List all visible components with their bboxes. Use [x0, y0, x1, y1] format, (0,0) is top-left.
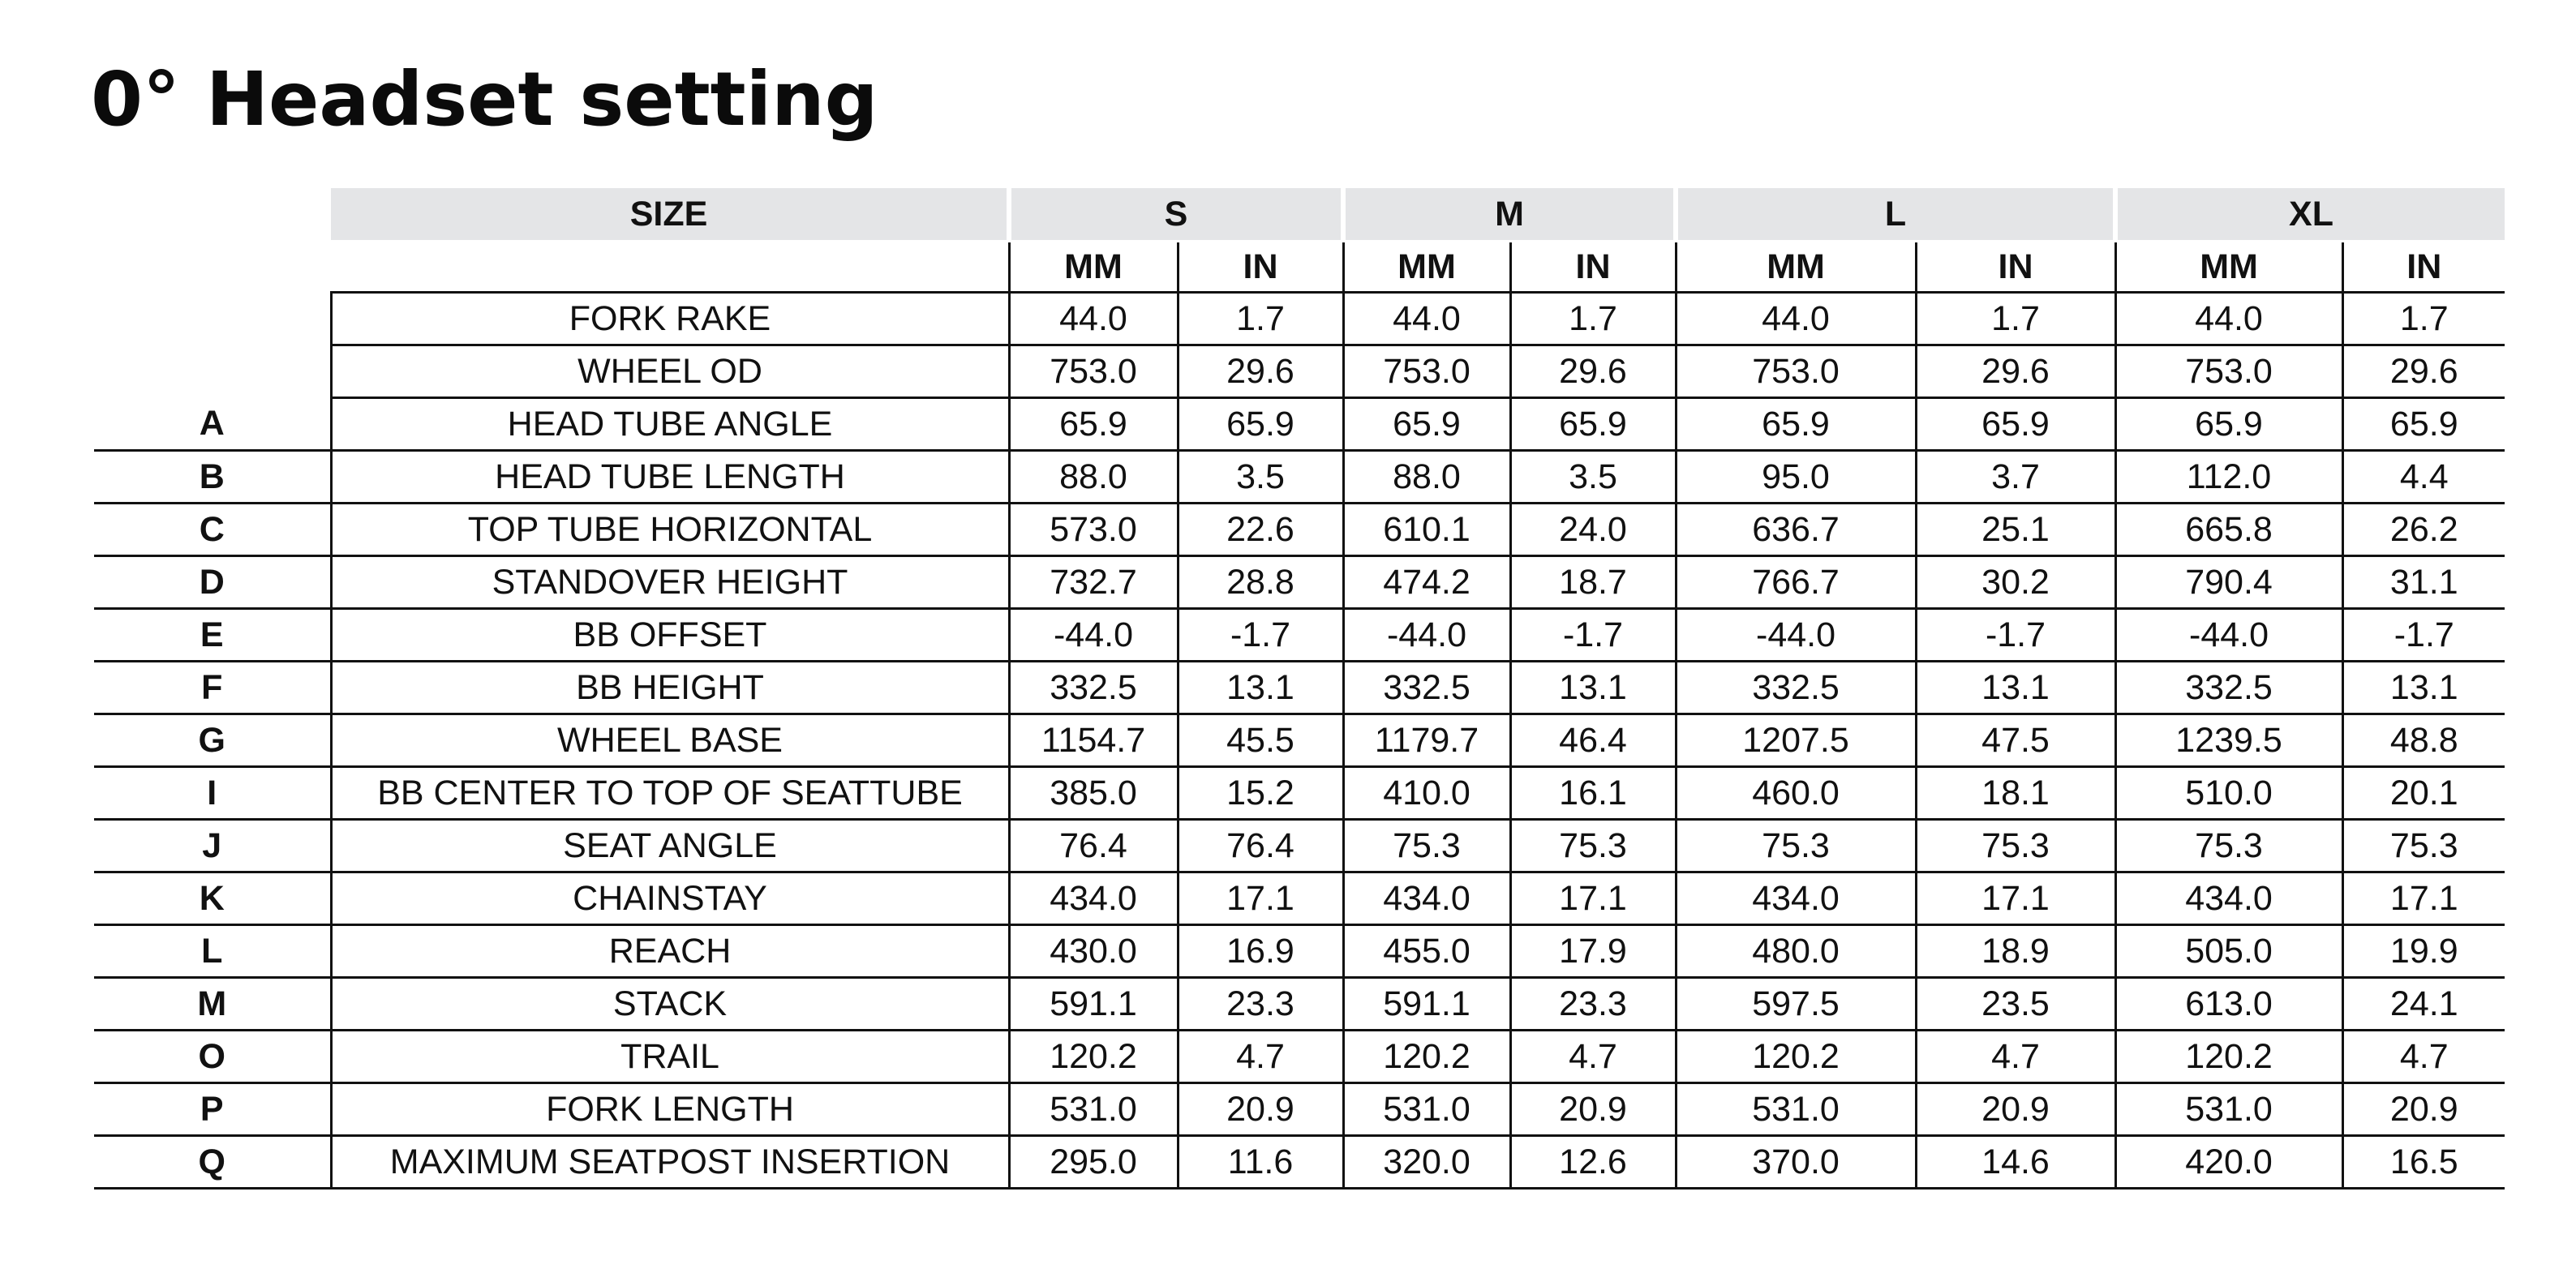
cell-value: 16.5: [2342, 1136, 2505, 1189]
table-row: [94, 451, 2505, 504]
cell-value: 434.0: [1009, 872, 1178, 925]
cell-value: 531.0: [1676, 1083, 1916, 1136]
cell-value: 20.9: [1510, 1083, 1676, 1136]
cell-value: 430.0: [1009, 925, 1178, 978]
cell-value: 24.1: [2342, 978, 2505, 1031]
cell-value: 3.7: [1916, 451, 2115, 504]
cell-value: 18.9: [1916, 925, 2115, 978]
table-row: [94, 978, 2505, 1031]
cell-value: 510.0: [2115, 767, 2342, 820]
cell-value: 434.0: [1676, 872, 1916, 925]
table-row: [94, 293, 2505, 345]
cell-value: 88.0: [1343, 451, 1510, 504]
cell-value: 17.1: [1510, 872, 1676, 925]
cell-value: 766.7: [1676, 556, 1916, 609]
row-letter: M: [94, 978, 331, 1031]
row-label: BB CENTER TO TOP OF SEATTUBE: [331, 767, 1009, 820]
row-letter: [94, 293, 331, 345]
table-row: [94, 556, 2505, 609]
cell-value: 610.1: [1343, 504, 1510, 556]
unit-row-label-spacer: [331, 242, 1009, 293]
cell-value: 13.1: [1510, 662, 1676, 714]
unit-header: IN: [1916, 242, 2115, 293]
row-letter: [94, 345, 331, 398]
unit-header-row: [94, 242, 2505, 293]
row-label: SEAT ANGLE: [331, 820, 1009, 872]
cell-value: 1.7: [1178, 293, 1343, 345]
cell-value: 4.7: [1916, 1031, 2115, 1083]
cell-value: 636.7: [1676, 504, 1916, 556]
row-label: HEAD TUBE LENGTH: [331, 451, 1009, 504]
cell-value: 1154.7: [1009, 714, 1178, 767]
row-letter: G: [94, 714, 331, 767]
cell-value: 28.8: [1178, 556, 1343, 609]
cell-value: 20.1: [2342, 767, 2505, 820]
cell-value: 18.1: [1916, 767, 2115, 820]
cell-value: 29.6: [2342, 345, 2505, 398]
cell-value: 29.6: [1510, 345, 1676, 398]
cell-value: 3.5: [1178, 451, 1343, 504]
cell-value: 753.0: [1676, 345, 1916, 398]
cell-value: 1179.7: [1343, 714, 1510, 767]
cell-value: 20.9: [1916, 1083, 2115, 1136]
cell-value: 480.0: [1676, 925, 1916, 978]
cell-value: 474.2: [1343, 556, 1510, 609]
cell-value: 24.0: [1510, 504, 1676, 556]
cell-value: 4.7: [1178, 1031, 1343, 1083]
table-row: [94, 504, 2505, 556]
cell-value: 13.1: [1178, 662, 1343, 714]
table-row: [94, 767, 2505, 820]
cell-value: 65.9: [2115, 398, 2342, 451]
row-letter: P: [94, 1083, 331, 1136]
cell-value: 44.0: [1676, 293, 1916, 345]
cell-value: 17.1: [1178, 872, 1343, 925]
size-column-l: L: [1676, 188, 2115, 242]
cell-value: 4.7: [1510, 1031, 1676, 1083]
cell-value: 14.6: [1916, 1136, 2115, 1189]
cell-value: 22.6: [1178, 504, 1343, 556]
cell-value: 88.0: [1009, 451, 1178, 504]
cell-value: 434.0: [2115, 872, 2342, 925]
cell-value: 753.0: [1343, 345, 1510, 398]
row-letter: L: [94, 925, 331, 978]
unit-header: MM: [1009, 242, 1178, 293]
row-letter: F: [94, 662, 331, 714]
cell-value: 4.4: [2342, 451, 2505, 504]
row-label: STANDOVER HEIGHT: [331, 556, 1009, 609]
cell-value: 531.0: [1009, 1083, 1178, 1136]
cell-value: 665.8: [2115, 504, 2342, 556]
table-row: [94, 1083, 2505, 1136]
cell-value: 25.1: [1916, 504, 2115, 556]
cell-value: 410.0: [1343, 767, 1510, 820]
cell-value: -1.7: [1916, 609, 2115, 662]
cell-value: 573.0: [1009, 504, 1178, 556]
row-label: WHEEL OD: [331, 345, 1009, 398]
row-letter: O: [94, 1031, 331, 1083]
unit-header: IN: [2342, 242, 2505, 293]
cell-value: 65.9: [1343, 398, 1510, 451]
cell-value: 48.8: [2342, 714, 2505, 767]
row-label: CHAINSTAY: [331, 872, 1009, 925]
table-body: [94, 293, 2505, 1189]
cell-value: 30.2: [1916, 556, 2115, 609]
cell-value: -1.7: [2342, 609, 2505, 662]
table-row: [94, 1136, 2505, 1189]
row-letter: K: [94, 872, 331, 925]
cell-value: -44.0: [2115, 609, 2342, 662]
table-row: [94, 820, 2505, 872]
cell-value: 505.0: [2115, 925, 2342, 978]
cell-value: 46.4: [1510, 714, 1676, 767]
table-row: [94, 925, 2505, 978]
row-label: TOP TUBE HORIZONTAL: [331, 504, 1009, 556]
cell-value: 65.9: [1916, 398, 2115, 451]
cell-value: 1207.5: [1676, 714, 1916, 767]
row-label: MAXIMUM SEATPOST INSERTION: [331, 1136, 1009, 1189]
cell-value: -44.0: [1343, 609, 1510, 662]
row-letter: I: [94, 767, 331, 820]
cell-value: 44.0: [2115, 293, 2342, 345]
table-row: [94, 609, 2505, 662]
table-row: [94, 662, 2505, 714]
cell-value: 44.0: [1009, 293, 1178, 345]
cell-value: 455.0: [1343, 925, 1510, 978]
cell-value: 26.2: [2342, 504, 2505, 556]
size-column-xl: XL: [2115, 188, 2505, 242]
row-letter: A: [94, 398, 331, 451]
cell-value: 1.7: [1916, 293, 2115, 345]
cell-value: 531.0: [2115, 1083, 2342, 1136]
cell-value: 460.0: [1676, 767, 1916, 820]
cell-value: 65.9: [1178, 398, 1343, 451]
size-header-label: SIZE: [331, 188, 1009, 242]
row-letter: B: [94, 451, 331, 504]
unit-header: MM: [1676, 242, 1916, 293]
row-label: FORK LENGTH: [331, 1083, 1009, 1136]
cell-value: 295.0: [1009, 1136, 1178, 1189]
cell-value: 420.0: [2115, 1136, 2342, 1189]
cell-value: 613.0: [2115, 978, 2342, 1031]
cell-value: 1.7: [1510, 293, 1676, 345]
cell-value: 13.1: [1916, 662, 2115, 714]
cell-value: 29.6: [1916, 345, 2115, 398]
row-letter: E: [94, 609, 331, 662]
cell-value: 17.9: [1510, 925, 1676, 978]
cell-value: 13.1: [2342, 662, 2505, 714]
cell-value: -1.7: [1510, 609, 1676, 662]
row-label: BB OFFSET: [331, 609, 1009, 662]
row-label: STACK: [331, 978, 1009, 1031]
cell-value: 332.5: [1676, 662, 1916, 714]
cell-value: 753.0: [2115, 345, 2342, 398]
cell-value: 65.9: [1510, 398, 1676, 451]
unit-header: MM: [2115, 242, 2342, 293]
row-letter: Q: [94, 1136, 331, 1189]
row-letter: C: [94, 504, 331, 556]
cell-value: 597.5: [1676, 978, 1916, 1031]
cell-value: 29.6: [1178, 345, 1343, 398]
unit-row-spacer: [94, 242, 331, 293]
cell-value: 385.0: [1009, 767, 1178, 820]
cell-value: 20.9: [1178, 1083, 1343, 1136]
cell-value: 591.1: [1009, 978, 1178, 1031]
cell-value: 1.7: [2342, 293, 2505, 345]
table-row: [94, 345, 2505, 398]
size-header-row: [94, 188, 2505, 242]
cell-value: 1239.5: [2115, 714, 2342, 767]
cell-value: 120.2: [1343, 1031, 1510, 1083]
cell-value: 434.0: [1343, 872, 1510, 925]
unit-header: IN: [1510, 242, 1676, 293]
cell-value: 120.2: [1009, 1031, 1178, 1083]
size-column-m: M: [1343, 188, 1676, 242]
cell-value: 76.4: [1009, 820, 1178, 872]
cell-value: -44.0: [1676, 609, 1916, 662]
cell-value: 11.6: [1178, 1136, 1343, 1189]
cell-value: 20.9: [2342, 1083, 2505, 1136]
cell-value: 4.7: [2342, 1031, 2505, 1083]
cell-value: 16.9: [1178, 925, 1343, 978]
cell-value: 19.9: [2342, 925, 2505, 978]
cell-value: 591.1: [1343, 978, 1510, 1031]
cell-value: 732.7: [1009, 556, 1178, 609]
cell-value: 790.4: [2115, 556, 2342, 609]
row-letter: D: [94, 556, 331, 609]
table-row: [94, 1031, 2505, 1083]
cell-value: 65.9: [1676, 398, 1916, 451]
row-label: FORK RAKE: [331, 293, 1009, 345]
cell-value: 18.7: [1510, 556, 1676, 609]
cell-value: 332.5: [2115, 662, 2342, 714]
row-label: HEAD TUBE ANGLE: [331, 398, 1009, 451]
cell-value: 120.2: [2115, 1031, 2342, 1083]
row-label: TRAIL: [331, 1031, 1009, 1083]
cell-value: 75.3: [1510, 820, 1676, 872]
cell-value: 23.3: [1510, 978, 1676, 1031]
unit-header: MM: [1343, 242, 1510, 293]
cell-value: 76.4: [1178, 820, 1343, 872]
page-title: 0° Headset setting: [91, 56, 878, 143]
cell-value: 17.1: [2342, 872, 2505, 925]
header-corner: [94, 188, 331, 242]
cell-value: 12.6: [1510, 1136, 1676, 1189]
cell-value: 75.3: [2115, 820, 2342, 872]
row-label: WHEEL BASE: [331, 714, 1009, 767]
cell-value: 75.3: [1343, 820, 1510, 872]
cell-value: 95.0: [1676, 451, 1916, 504]
cell-value: 531.0: [1343, 1083, 1510, 1136]
cell-value: 65.9: [1009, 398, 1178, 451]
cell-value: 75.3: [1916, 820, 2115, 872]
row-label: REACH: [331, 925, 1009, 978]
row-letter: J: [94, 820, 331, 872]
cell-value: 15.2: [1178, 767, 1343, 820]
cell-value: 75.3: [1676, 820, 1916, 872]
cell-value: 23.5: [1916, 978, 2115, 1031]
cell-value: 17.1: [1916, 872, 2115, 925]
cell-value: -44.0: [1009, 609, 1178, 662]
cell-value: -1.7: [1178, 609, 1343, 662]
cell-value: 332.5: [1009, 662, 1178, 714]
cell-value: 120.2: [1676, 1031, 1916, 1083]
table-row: [94, 872, 2505, 925]
cell-value: 332.5: [1343, 662, 1510, 714]
cell-value: 65.9: [2342, 398, 2505, 451]
cell-value: 44.0: [1343, 293, 1510, 345]
geometry-table: [94, 188, 2505, 1190]
cell-value: 45.5: [1178, 714, 1343, 767]
size-column-s: S: [1009, 188, 1343, 242]
cell-value: 753.0: [1009, 345, 1178, 398]
unit-header: IN: [1178, 242, 1343, 293]
cell-value: 31.1: [2342, 556, 2505, 609]
cell-value: 23.3: [1178, 978, 1343, 1031]
cell-value: 47.5: [1916, 714, 2115, 767]
cell-value: 320.0: [1343, 1136, 1510, 1189]
table-row: [94, 398, 2505, 451]
row-label: BB HEIGHT: [331, 662, 1009, 714]
cell-value: 75.3: [2342, 820, 2505, 872]
cell-value: 16.1: [1510, 767, 1676, 820]
cell-value: 3.5: [1510, 451, 1676, 504]
table-row: [94, 714, 2505, 767]
cell-value: 370.0: [1676, 1136, 1916, 1189]
cell-value: 112.0: [2115, 451, 2342, 504]
